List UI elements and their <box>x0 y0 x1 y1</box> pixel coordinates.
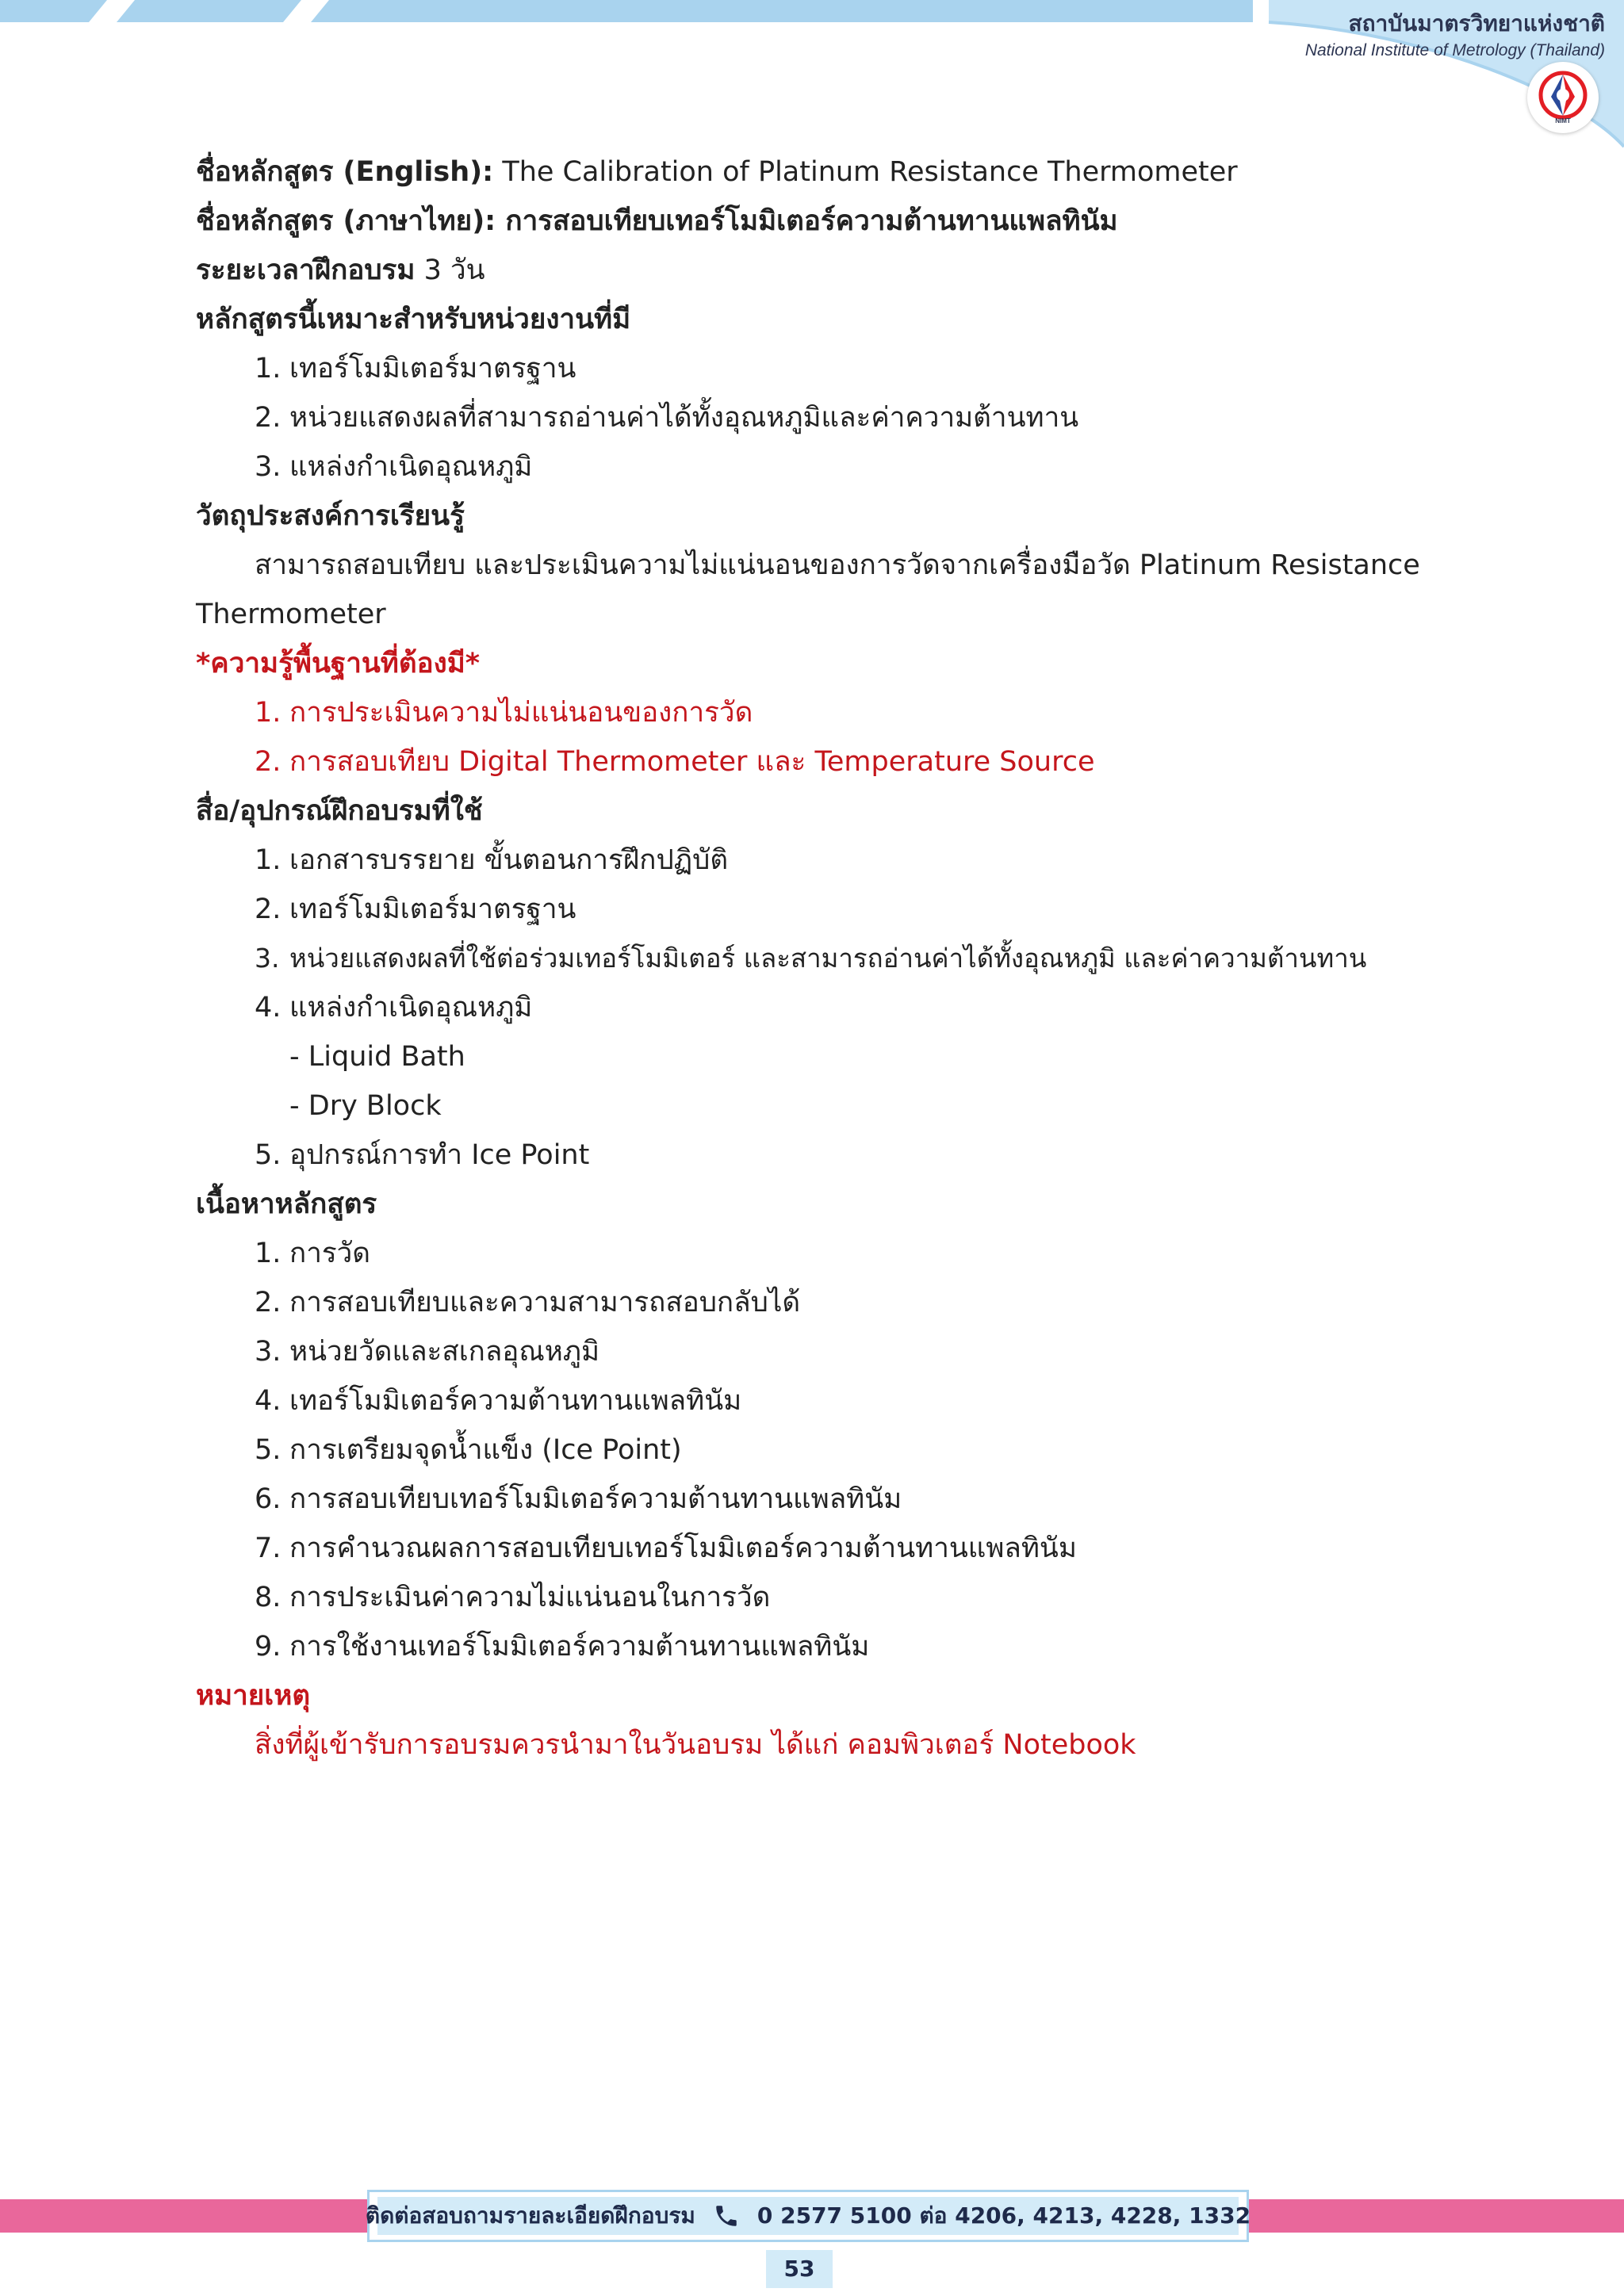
item-number: 3. <box>255 1336 282 1368</box>
contact-label: ติดต่อสอบถามรายละเอียดฝึกอบรม <box>365 2202 695 2229</box>
list-item <box>196 1327 1433 1376</box>
list-item <box>196 1524 1433 1573</box>
item-number: 4. <box>255 1385 282 1417</box>
item-number: 2. <box>255 894 282 925</box>
header-stripe <box>311 0 1253 22</box>
note-text: สิ่งที่ผู้เข้ารับการอบรมควรนำมาในวันอบรม ได้แก่ คอมพิวเตอร์ Notebook <box>255 1729 1136 1761</box>
list-item <box>196 1425 1433 1475</box>
course-duration-label: ระยะเวลาฝึกอบรม <box>196 254 416 286</box>
list-item <box>196 393 1433 442</box>
item-text: แหล่งกำเนิดอุณหภูมิ <box>289 451 533 483</box>
item-text: เทอร์โมมิเตอร์มาตรฐาน <box>289 353 576 385</box>
item-text: อุปกรณ์การทำ Ice Point <box>289 1139 590 1171</box>
list-item <box>196 1622 1433 1671</box>
item-number: 7. <box>255 1533 282 1564</box>
list-item <box>196 737 1433 786</box>
course-duration <box>196 246 1433 295</box>
item-text: แหล่งกำเนิดอุณหภูมิ <box>289 992 533 1024</box>
item-number: 1. <box>255 353 282 385</box>
item-number: 1. <box>255 1238 282 1269</box>
list-item <box>196 836 1433 885</box>
header-stripe <box>0 0 107 22</box>
course-name-english-value: The Calibration of Platinum Resistance Thermometer <box>502 156 1238 188</box>
item-number: 8. <box>255 1582 282 1613</box>
item-text: การประเมินความไม่แน่นอนของการวัด <box>289 697 753 729</box>
item-number: 5. <box>255 1139 282 1171</box>
objectives-text: สามารถสอบเทียบ และประเมินความไม่แน่นอนของการวัดจากเครื่องมือวัด Platinum Resistance <box>255 549 1420 581</box>
item-number: 3. <box>255 943 280 974</box>
course-name-english <box>196 147 1433 197</box>
course-name-thai <box>196 197 1433 246</box>
item-text: เทอร์โมมิเตอร์มาตรฐาน <box>289 894 576 925</box>
item-text: หน่วยแสดงผลที่สามารถอ่านค่าได้ทั้งอุณหภูมิและค่าความต้านทาน <box>289 402 1079 434</box>
org-name-english: National Institute of Metrology (Thailand) <box>1304 41 1605 59</box>
item-text: เทอร์โมมิเตอร์ความต้านทานแพลทินัม <box>289 1385 742 1417</box>
sub-list-item: - Liquid Bath <box>289 1041 465 1073</box>
prerequisites-heading: *ความรู้พื้นฐานที่ต้องมี* <box>196 648 481 679</box>
item-text: หน่วยวัดและสเกลอุณหภูมิ <box>289 1336 600 1368</box>
phone-icon <box>713 2202 740 2229</box>
item-number: 4. <box>255 992 282 1024</box>
page-number: 53 <box>766 2250 833 2288</box>
course-name-english-label: ชื่อหลักสูตร (English): <box>196 156 494 188</box>
list-item <box>196 1229 1433 1278</box>
org-name-thai: สถาบันมาตรวิทยาแห่งชาติ <box>1348 10 1605 36</box>
contents-heading: เนื้อหาหลักสูตร <box>196 1188 377 1220</box>
objectives-heading: วัตถุประสงค์การเรียนรู้ <box>196 500 465 532</box>
item-number: 9. <box>255 1631 282 1663</box>
item-text: การใช้งานเทอร์โมมิเตอร์ความต้านทานแพลทินัม <box>289 1631 870 1663</box>
item-text: เอกสารบรรยาย ขั้นตอนการฝึกปฏิบัติ <box>289 844 729 876</box>
equipment-heading: สื่อ/อุปกรณ์ฝึกอบรมที่ใช้ <box>196 795 483 827</box>
course-name-thai-label: ชื่อหลักสูตร (ภาษาไทย): <box>196 205 496 237</box>
item-text: หน่วยแสดงผลที่ใช้ต่อร่วมเทอร์โมมิเตอร์ และสามารถอ่านค่าได้ทั้งอุณหภูมิ และค่าความต้านทาน <box>289 943 1367 974</box>
course-details <box>196 147 1433 1770</box>
course-name-thai-value: การสอบเทียบเทอร์โมมิเตอร์ความต้านทานแพลทินัม <box>505 205 1118 237</box>
item-number: 6. <box>255 1483 282 1515</box>
list-item <box>196 934 1433 983</box>
footer-contact-box <box>367 2190 1249 2242</box>
list-item <box>196 688 1433 737</box>
nimt-logo <box>1527 62 1599 133</box>
logo-text: NIMT <box>1555 117 1571 124</box>
list-item <box>196 442 1433 492</box>
footer-contact <box>365 2197 1251 2235</box>
suitable-heading: หลักสูตรนี้เหมาะสำหรับหน่วยงานที่มี <box>196 304 631 335</box>
item-text: การประเมินค่าความไม่แน่นอนในการวัด <box>289 1582 771 1613</box>
item-text: การสอบเทียบและความสามารถสอบกลับได้ <box>289 1287 801 1318</box>
note-heading: หมายเหตุ <box>196 1680 311 1712</box>
org-name <box>1305 8 1605 62</box>
list-item <box>196 1376 1433 1425</box>
course-duration-value: 3 วัน <box>423 254 485 286</box>
list-item <box>196 983 1433 1032</box>
item-number: 2. <box>255 746 282 778</box>
item-number: 3. <box>255 451 282 483</box>
item-text: การวัด <box>289 1238 371 1269</box>
item-text: การสอบเทียบ Digital Thermometer และ Temperature Source <box>289 746 1095 778</box>
list-item <box>196 1131 1433 1180</box>
list-item <box>196 1278 1433 1327</box>
item-number: 1. <box>255 697 282 729</box>
header-stripe <box>117 0 301 22</box>
sub-list-item: - Dry Block <box>289 1090 442 1122</box>
objectives-text-continued: Thermometer <box>196 599 386 630</box>
item-text: การเตรียมจุดน้ำแข็ง (Ice Point) <box>289 1434 682 1466</box>
contact-phone: 0 2577 5100 ต่อ 4206, 4213, 4228, 1332 <box>756 2202 1251 2229</box>
item-number: 2. <box>255 1287 282 1318</box>
item-number: 1. <box>255 844 282 876</box>
list-item <box>196 1573 1433 1622</box>
item-text: การสอบเทียบเทอร์โมมิเตอร์ความต้านทานแพลทินัม <box>289 1483 902 1515</box>
list-item <box>196 1475 1433 1524</box>
item-number: 5. <box>255 1434 282 1466</box>
item-number: 2. <box>255 402 282 434</box>
list-item <box>196 344 1433 393</box>
item-text: การคำนวณผลการสอบเทียบเทอร์โมมิเตอร์ความต้านทานแพลทินัม <box>289 1533 1077 1564</box>
list-item <box>196 885 1433 934</box>
